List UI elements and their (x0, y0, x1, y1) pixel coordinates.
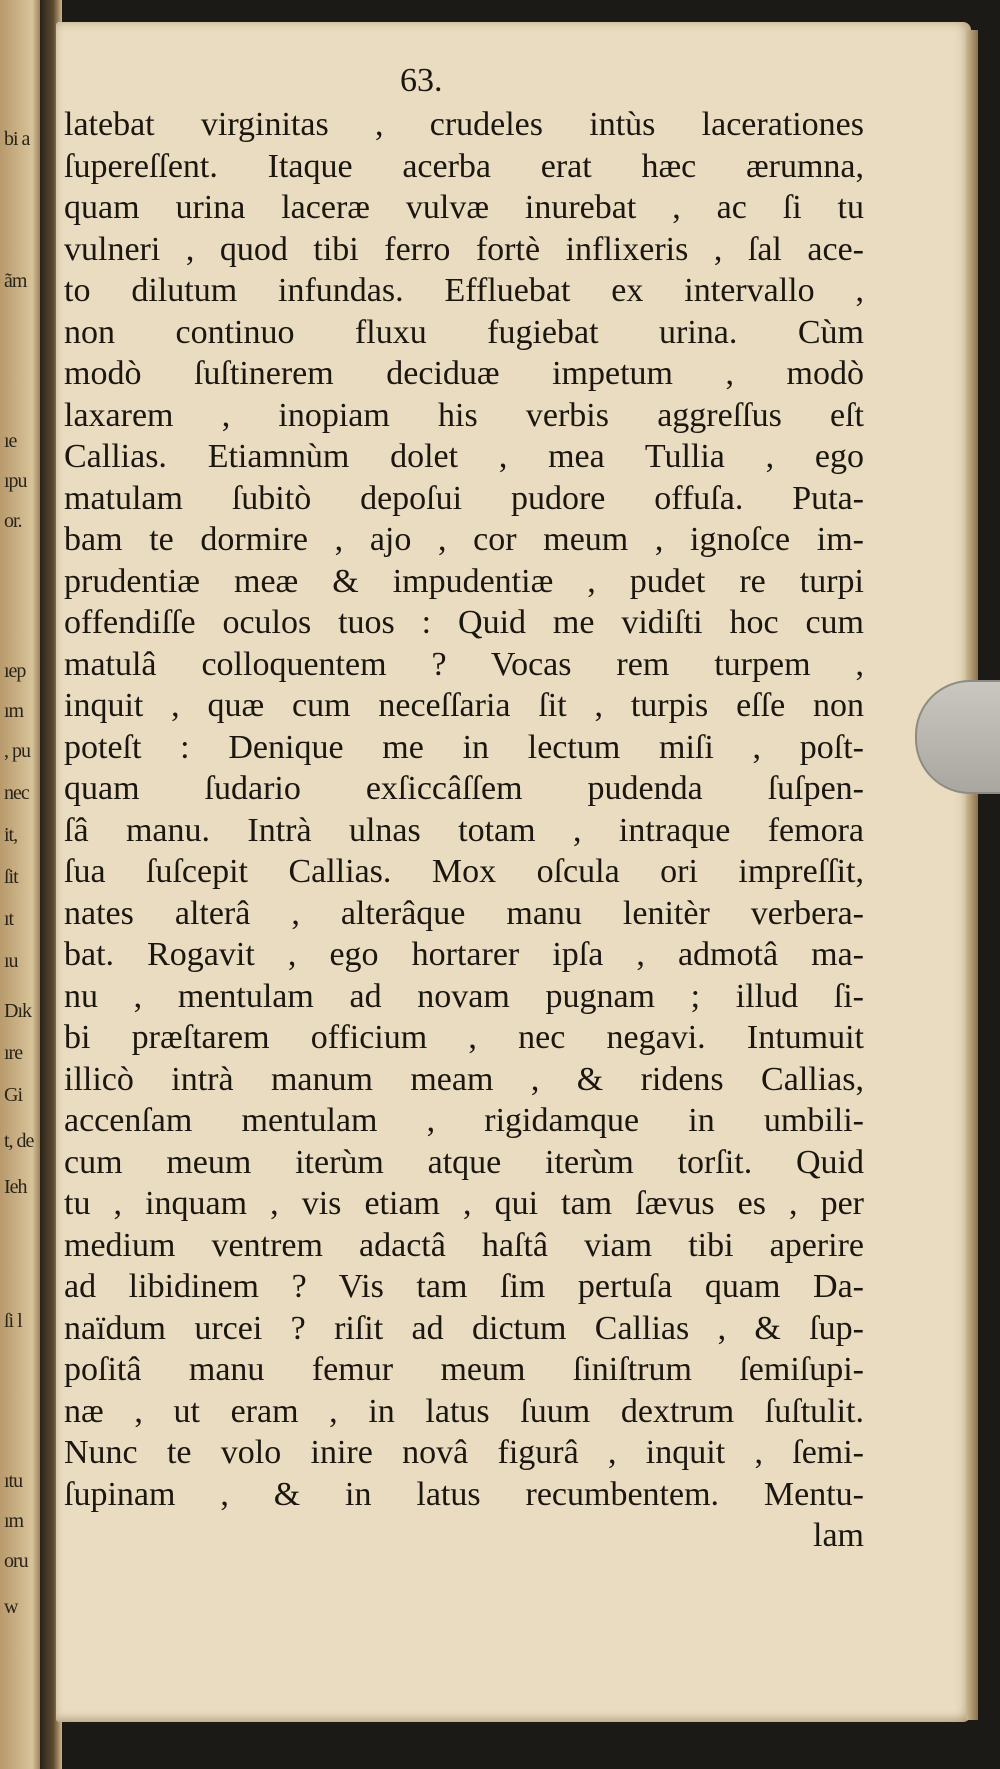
text-line: quam urina laceræ vulvæ inurebat , ac ſi tu (64, 189, 864, 226)
text-line: illicò intrà manum meam , & ridens Callias, (64, 1060, 864, 1098)
page-number: 63. (400, 62, 443, 99)
left-page-fragments: bi a ãm ıe ıpu or. ıep ım , pu nec it, ſit ıt ıu Dık ıre Gi t, de Ieh ſi l ıtu ım oru w (4, 128, 34, 1618)
text-line: ſua ſuſcepit Callias. Mox oſcula ori impreſſit, (64, 853, 864, 890)
text-line: accenſam mentulam , rigidamque in umbili- (64, 1102, 864, 1139)
text-line: laxarem , inopiam his verbis aggreſſus eſt (64, 396, 864, 434)
text-line: naïdum urcei ? riſit ad dictum Callias , & ſup- (64, 1309, 864, 1347)
text-line: bam te dormire , ajo , cor meum , ignoſce im- (64, 521, 864, 558)
text-line: prudentiæ meæ & impudentiæ , pudet re turpi (64, 562, 864, 600)
text-line: bat. Rogavit , ego hortarer ipſa , admotâ ma- (64, 936, 864, 973)
text-line: ſupereſſent. Itaque acerba erat hæc ærumna, (64, 147, 864, 185)
text-line: to dilutum infundas. Effluebat ex intervallo , (64, 272, 864, 309)
page-edge (966, 30, 978, 1720)
text-line: inquit , quæ cum neceſſaria ſit , turpis eſſe non (64, 687, 864, 724)
text-line: medium ventrem adactâ haſtâ viam tibi aperire (64, 1226, 864, 1264)
text-line: poteſt : Denique me in lectum miſi , poſt- (64, 728, 864, 766)
catchword: lam (813, 1517, 864, 1554)
text-line: matulam ſubitò depoſui pudore offuſa. Puta- (64, 479, 864, 517)
text-line: ſâ manu. Intrà ulnas totam , intraque femora (64, 811, 864, 849)
text-line: offendiſſe oculos tuos : Quid me vidiſti hoc cum (64, 604, 864, 641)
text-line: nates alterâ , alterâque manu lenitèr verbera- (64, 894, 864, 932)
text-line: modò ſuſtinerem deciduæ impetum , modò (64, 355, 864, 392)
text-line: ſupinam , & in latus recumbentem. Mentu- (64, 1475, 864, 1513)
text-line: Callias. Etiamnùm dolet , mea Tullia , ego (64, 438, 864, 475)
text-line: ad libidinem ? Vis tam ſim pertuſa quam Da- (64, 1268, 864, 1305)
text-line: cum meum iterùm atque iterùm torſit. Quid (64, 1143, 864, 1181)
text-line: næ , ut eram , in latus ſuum dextrum ſuſtulit. (64, 1392, 864, 1430)
text-line: quam ſudario exſiccâſſem pudenda ſuſpen- (64, 770, 864, 807)
text-line: nu , mentulam ad novam pugnam ; illud ſi- (64, 977, 864, 1015)
text-line: matulâ colloquentem ? Vocas rem turpem , (64, 645, 864, 683)
text-line: non continuo fluxu fugiebat urina. Cùm (64, 313, 864, 351)
text-line: poſitâ manu femur meum ſiniſtrum ſemiſupi- (64, 1351, 864, 1388)
text-line: latebat virginitas , crudeles intùs lacerationes (64, 106, 864, 143)
text-line: tu , inquam , vis etiam , qui tam ſævus es , per (64, 1185, 864, 1222)
text-line: Nunc te volo inire novâ figurâ , inquit , ſemi- (64, 1434, 864, 1471)
text-line: vulneri , quod tibi ferro fortè inflixeris , ſal ace- (64, 230, 864, 268)
body-text (64, 104, 864, 1557)
text-line: bi præſtarem officium , nec negavi. Intumuit (64, 1019, 864, 1056)
